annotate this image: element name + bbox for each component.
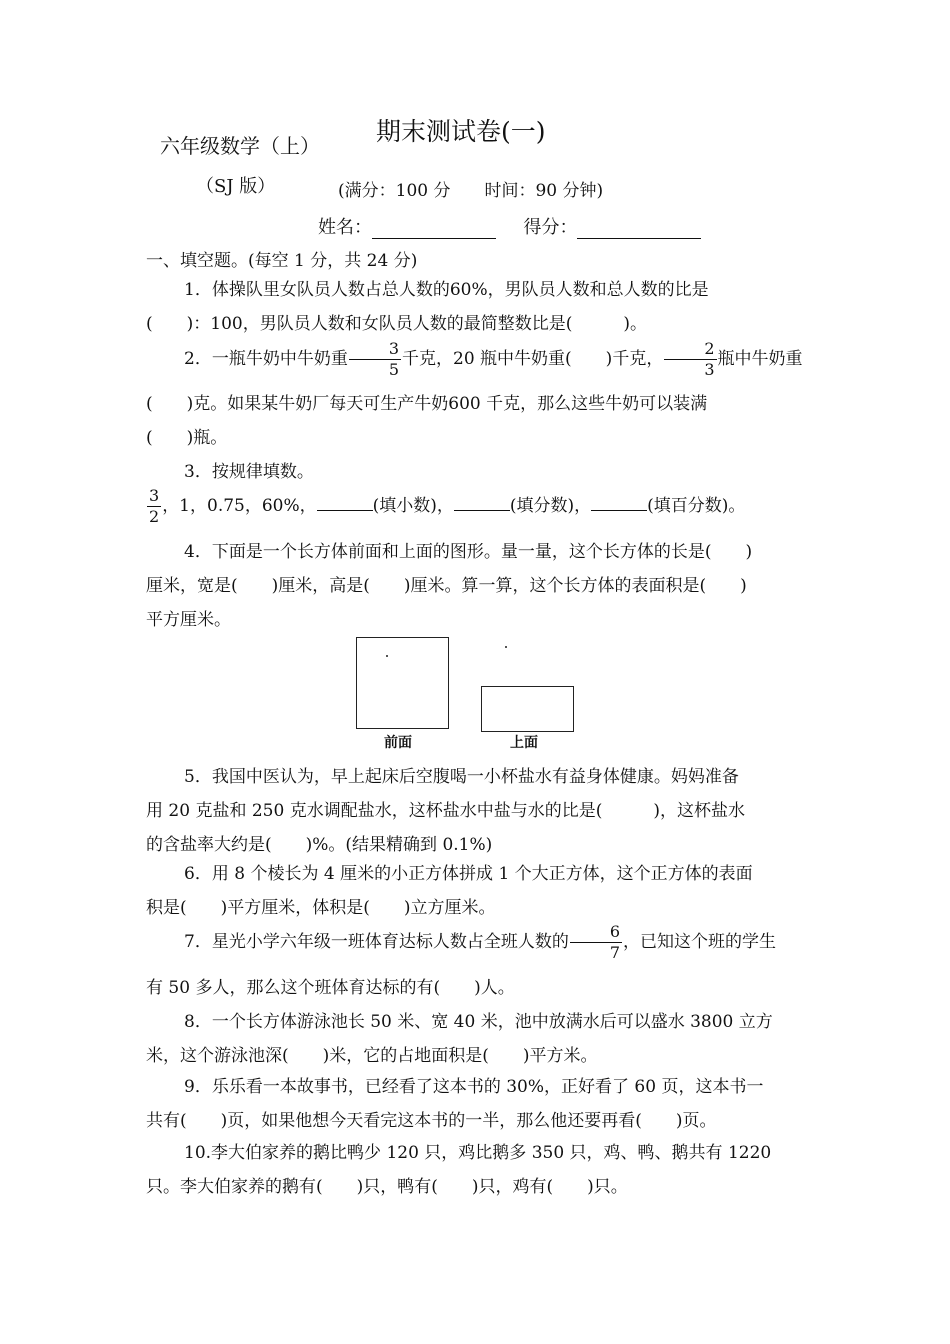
fraction-numerator: 6 bbox=[570, 924, 622, 943]
q10-line1: 10.李大伯家养的鹅比鸭少 120 只，鸡比鹅多 350 只，鸡、鸭、鹅共有 1220 bbox=[184, 1143, 772, 1163]
edition-label: （SJ 版） bbox=[196, 176, 276, 197]
question-2 bbox=[146, 340, 810, 378]
question-8 bbox=[146, 1005, 810, 1073]
fraction-denominator: 7 bbox=[609, 943, 621, 962]
q2-text-b: 千克，20 瓶中牛奶重( )千克， bbox=[402, 349, 664, 369]
figure-dot bbox=[505, 646, 507, 648]
fraction-numerator: 3 bbox=[349, 341, 401, 360]
q2-line2: ( )克。如果某牛奶厂每天可生产牛奶600 千克，那么这些牛奶可以装满 bbox=[146, 394, 708, 414]
question-2-cont bbox=[146, 387, 810, 455]
fraction-denominator: 2 bbox=[149, 507, 160, 526]
question-9 bbox=[146, 1070, 810, 1138]
question-7 bbox=[146, 922, 810, 962]
q5-line2: 用 20 克盐和 250 克水调配盐水，这杯盐水中盐与水的比是( )，这杯盐水 bbox=[146, 801, 745, 821]
fraction-6-7 bbox=[570, 924, 622, 961]
q4-line2: 厘米，宽是( )厘米，高是( )厘米。算一算，这个长方体的表面积是( ) bbox=[146, 576, 747, 596]
answer-blank-percent[interactable] bbox=[591, 494, 647, 511]
q10-line2: 只。李大伯家养的鹅有( )只，鸭有( )只，鸡有( )只。 bbox=[146, 1177, 628, 1197]
question-5 bbox=[146, 760, 810, 862]
question-1 bbox=[146, 273, 810, 341]
q7-text-b: ，已知这个班的学生 bbox=[623, 932, 777, 952]
question-6 bbox=[146, 857, 810, 925]
q3-hint-decimal: (填小数)， bbox=[372, 496, 454, 516]
question-4 bbox=[146, 535, 810, 637]
q3-line2 bbox=[146, 486, 810, 526]
front-face-square bbox=[356, 637, 449, 729]
question-10 bbox=[146, 1136, 810, 1204]
name-field[interactable] bbox=[372, 218, 496, 239]
score-field[interactable] bbox=[577, 218, 701, 239]
q2-text-a: 2．一瓶牛奶中牛奶重 bbox=[184, 349, 348, 369]
fraction-3-5 bbox=[349, 341, 401, 378]
question-7-cont bbox=[146, 971, 810, 1005]
q3-hint-percent: (填百分数)。 bbox=[647, 496, 746, 516]
q7-text-a: 7．星光小学六年级一班体育达标人数占全班人数的 bbox=[184, 932, 569, 952]
answer-blank-fraction[interactable] bbox=[454, 494, 510, 511]
fraction-numerator: 2 bbox=[664, 341, 716, 360]
answer-blank-decimal[interactable] bbox=[317, 494, 373, 511]
question-3 bbox=[146, 455, 810, 489]
name-score-row bbox=[318, 213, 701, 239]
q8-line1: 8．一个长方体游泳池长 50 米、宽 40 米，池中放满水后可以盛水 3800 立方 bbox=[184, 1012, 773, 1032]
q9-line2: 共有( )页，如果他想今天看完这本书的一半，那么他还要再看( )页。 bbox=[146, 1111, 717, 1131]
q2-line1 bbox=[146, 340, 810, 378]
q4-line3: 平方厘米。 bbox=[146, 610, 231, 630]
fraction-3-2 bbox=[147, 488, 161, 525]
q1-line1: 1．体操队里女队员人数占总人数的60%，男队员人数和总人数的比是 bbox=[184, 280, 709, 300]
q3-hint-fraction: (填分数)， bbox=[509, 496, 592, 516]
name-label: 姓名： bbox=[318, 217, 372, 238]
fraction-2-3 bbox=[664, 341, 716, 378]
q7-line2: 有 50 多人，那么这个班体育达标的有( )人。 bbox=[146, 978, 515, 998]
q5-line3: 的含盐率大约是( )%。(结果精确到 0.1%) bbox=[146, 835, 493, 855]
label-front-face: 前面 bbox=[384, 735, 412, 751]
q4-line1: 4．下面是一个长方体前面和上面的图形。量一量，这个长方体的长是( ) bbox=[184, 542, 753, 562]
section-title-fill-blank: 一、填空题。(每空 1 分，共 24 分) bbox=[146, 251, 418, 271]
q3-sequence-text: ，1，0.75，60%， bbox=[162, 496, 317, 516]
q6-line2: 积是( )平方厘米，体积是( )立方厘米。 bbox=[146, 898, 496, 918]
grade-subject: 六年级数学（上） bbox=[160, 134, 320, 158]
fraction-numerator: 3 bbox=[149, 486, 160, 505]
q6-line1: 6．用 8 个棱长为 4 厘米的小正方体拼成 1 个大正方体，这个正方体的表面 bbox=[184, 864, 753, 884]
q5-line1: 5．我国中医认为，早上起床后空腹喝一小杯盐水有益身体健康。妈妈准备 bbox=[184, 767, 739, 787]
q3-title: 3．按规律填数。 bbox=[184, 462, 314, 482]
label-top-face: 上面 bbox=[510, 735, 538, 751]
q2-line3: ( )瓶。 bbox=[146, 428, 228, 448]
score-label: 得分： bbox=[523, 217, 578, 238]
q2-text-c: 瓶中牛奶重 bbox=[717, 349, 803, 369]
top-face-rectangle bbox=[481, 686, 574, 732]
q7-line1 bbox=[146, 922, 810, 962]
q8-line2: 米，这个游泳池深( )米，它的占地面积是( )平方米。 bbox=[146, 1046, 598, 1066]
fraction-denominator: 5 bbox=[388, 360, 400, 379]
q9-line1: 9．乐乐看一本故事书，已经看了这本书的 30%，正好看了 60 页，这本书一 bbox=[184, 1077, 764, 1097]
q1-line2: ( )：100，男队员人数和女队员人数的最简整数比是( )。 bbox=[146, 314, 647, 334]
question-3-sequence bbox=[146, 486, 810, 526]
figure-dot bbox=[386, 655, 388, 657]
fraction-denominator: 3 bbox=[704, 360, 715, 379]
score-time-info: (满分：100 分 时间：90 分钟) bbox=[338, 181, 604, 201]
exam-title: 期末测试卷(一) bbox=[376, 117, 546, 146]
